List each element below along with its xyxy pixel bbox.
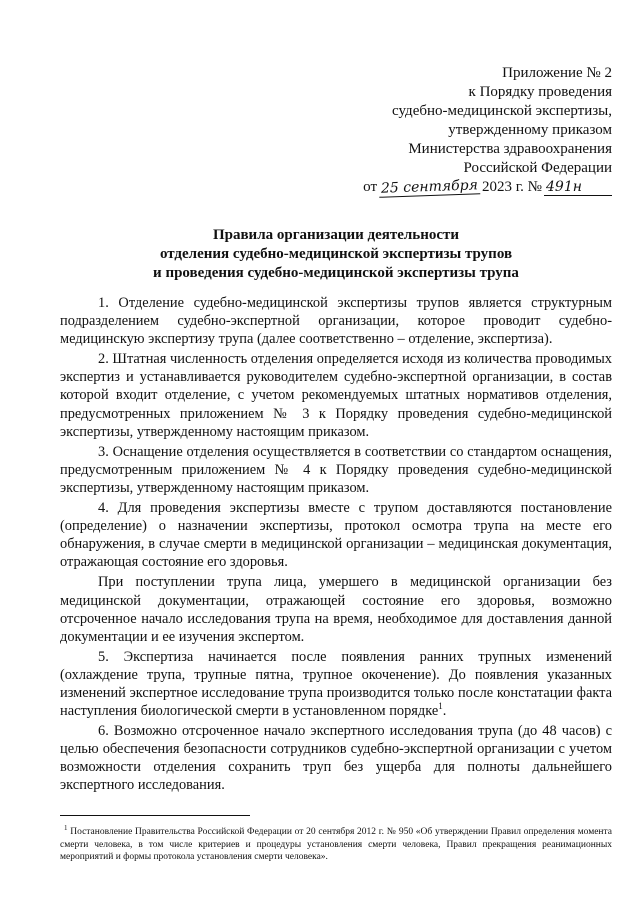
appendix-line-approved: утвержденному приказом (448, 122, 612, 138)
title-line-1: Правила организации деятельности (212, 227, 460, 243)
appendix-number: Приложение № 2 (502, 65, 612, 81)
footnote-divider (60, 815, 250, 816)
paragraph-5: 5. Экспертиза начинается после появления ранних трупных изменений (охлаждение трупа, трупные пятна, трупное окоченение). До появления указанных изменений экспертное исследование трупа производится только после констатации факта наступления биологической смерти в установленном порядке$^1$. (60, 648, 612, 720)
order-date-line (363, 178, 612, 197)
handwritten-date: 25 сентября (379, 177, 480, 198)
paragraph-1: 1. Отделение судебно-медицинской экспертизы трупов является структурным подразделением судебно-экспертной организации, которое проводит судебно-медицинскую экспертизу трупа (далее соответственно – отделение, экспертиза). (60, 295, 612, 348)
paragraph-4: 4. Для проведения экспертизы вместе с трупом доставляются постановление (определение) о назначении экспертизы, протокол осмотра трупа на месте его обнаружения, в случае смерти в медицинской организации – медицинская документация, отражающая состояние его здоровья. (60, 500, 612, 571)
appendix-line-ministry: Министерства здравоохранения (408, 141, 612, 157)
date-prefix: от (363, 179, 378, 195)
document-title (60, 226, 612, 283)
footnote-marker: 1 (64, 824, 68, 832)
paragraph-3: 3. Оснащение отделения осуществляется в соответствии со стандартом оснащения, предусмотренным приложением № 4 к Порядку проведения судебно-медицинской экспертизы, утвержденному настоящим приказом. (60, 443, 612, 496)
appendix-line-federation: Российской Федерации (463, 160, 612, 176)
footnote-reference[interactable]: 1 (438, 701, 443, 712)
paragraph-6: 6. Возможно отсроченное начало экспертного исследования трупа (до 48 часов) с целью обеспечения безопасности сотрудников судебно-экспертной организации с учетом возможности отделения сохранить труп без ущерба для полноты дальнейшего экспертного исследования. (60, 723, 612, 794)
title-line-3: и проведения судебно-медицинской экспертизы трупа (153, 265, 519, 281)
handwritten-order-number: 491н (544, 179, 612, 196)
appendix-header (363, 64, 612, 197)
footnote-text: Постановление Правительства Российской Федерации от 20 сентября 2012 г. № 950 «Об утверждении Правил определения момента смерти человека, в том числе критериев и процедуры установления смерти человека, Правил прекращения реанимационных мероприятий и формы протокола установления смерти человека». (60, 827, 612, 862)
appendix-line-order: к Порядку проведения (468, 84, 612, 100)
title-line-2: отделения судебно-медицинской экспертизы трупов (159, 246, 513, 262)
document-body (60, 294, 612, 797)
paragraph-4-continued: При поступлении трупа лица, умершего в медицинской организации без медицинской документации, отражающей состояние его здоровья, возможно отсроченное начало исследования трупа на время, необходимое для доставления данной документации и ее изучения экспертом. (60, 574, 612, 645)
paragraph-5-text: 5. Экспертиза начинается после появления ранних трупных изменений (охлаждение трупа, трупные пятна, трупное окоченение). До появления указанных изменений экспертное исследование трупа производится только после констатации факта наступления биологической смерти в установленном порядке (60, 648, 612, 720)
paragraph-2: 2. Штатная численность отделения определяется исходя из количества проводимых экспертиз и устанавливается руководителем судебно-экспертной организации, в состав которой входит отделение, с учетом рекомендуемых штатных нормативов отделения, предусмотренных приложением № 3 к Порядку проведения судебно-медицинской экспертизы, утвержденному настоящим приказом. (60, 351, 612, 440)
footnote (60, 822, 612, 863)
appendix-line-expertise: судебно-медицинской экспертизы, (392, 103, 612, 119)
date-year: 2023 г. № (481, 179, 542, 195)
